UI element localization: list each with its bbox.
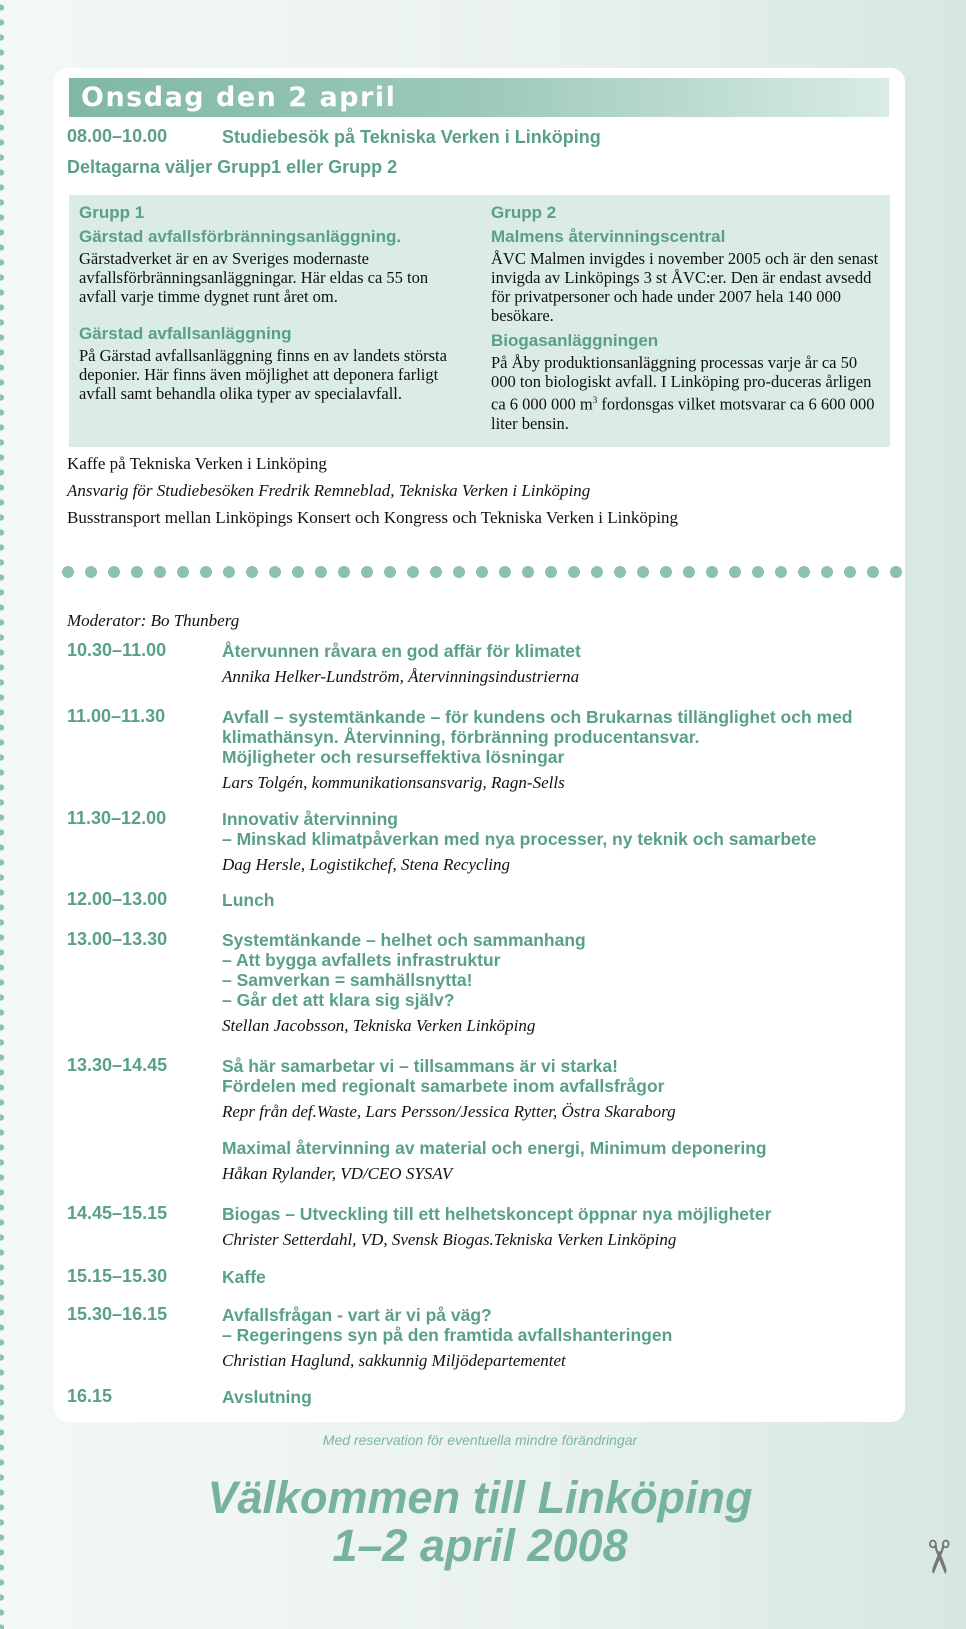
session-title: Systemtänkande – helhet och sammanhang xyxy=(222,930,586,950)
divider-dot xyxy=(407,566,419,578)
session-speaker: Stellan Jacobsson, Tekniska Verken Linköping xyxy=(222,1016,536,1035)
divider-dot xyxy=(729,566,741,578)
divider-dot xyxy=(154,566,166,578)
divider-dot xyxy=(384,566,396,578)
session-title: – Samverkan = samhällsnytta! xyxy=(222,970,473,990)
session-time: 14.45–15.15 xyxy=(67,1203,168,1223)
responsible-note: Ansvarig för Studiebesöken Fredrik Remneblad, Tekniska Verken i Linköping xyxy=(67,481,591,500)
divider-dot xyxy=(637,566,649,578)
session-title: Innovativ återvinning xyxy=(222,809,398,829)
divider-dot xyxy=(775,566,787,578)
session-time: 11.00–11.30 xyxy=(67,706,166,726)
session xyxy=(222,930,892,1036)
divider-dot xyxy=(660,566,672,578)
session xyxy=(222,641,892,687)
dot-divider xyxy=(62,566,902,580)
divider-dot xyxy=(614,566,626,578)
visit-time: 08.00–10.00 xyxy=(67,126,168,146)
divider-dot xyxy=(890,566,902,578)
scissors-icon: ✂ xyxy=(911,1537,966,1577)
session xyxy=(222,809,892,875)
moderator: Moderator: Bo Thunberg xyxy=(67,611,240,630)
reservation-note: Med reservation för eventuella mindre förändringar xyxy=(322,1432,638,1448)
divider-dot xyxy=(499,566,511,578)
session-title: Kaffe xyxy=(222,1267,266,1287)
session-speaker: Repr från def.Waste, Lars Persson/Jessica Rytter, Östra Skaraborg xyxy=(222,1102,676,1121)
group1-site1-title: Gärstad avfallsförbränningsanläggning. xyxy=(79,227,402,246)
coffee-note: Kaffe på Tekniska Verken i Linköping xyxy=(67,454,327,473)
divider-dot xyxy=(867,566,879,578)
session xyxy=(222,1305,892,1371)
session-speaker: Håkan Rylander, VD/CEO SYSAV xyxy=(222,1164,453,1183)
divider-dot xyxy=(108,566,120,578)
session-title: Lunch xyxy=(222,890,275,910)
group1-site2-title: Gärstad avfallsanläggning xyxy=(79,324,292,343)
divider-dot xyxy=(706,566,718,578)
group2-site2-title: Biogasanläggningen xyxy=(491,331,659,350)
session-title: – Minskad klimatpåverkan med nya processer, ny teknik och samarbete xyxy=(222,829,817,849)
welcome-heading xyxy=(0,1474,960,1570)
session-speaker: Christer Setterdahl, VD, Svensk Biogas.Tekniska Verken Linköping xyxy=(222,1230,677,1249)
session-speaker: Dag Hersle, Logistikchef, Stena Recycling xyxy=(222,855,510,874)
divider-dot xyxy=(246,566,258,578)
session-title: – Regeringens syn på den framtida avfallshanteringen xyxy=(222,1325,673,1345)
divider-dot xyxy=(223,566,235,578)
session-title: Återvunnen råvara en god affär för klimatet xyxy=(222,641,581,661)
divider-dot xyxy=(683,566,695,578)
divider-dot xyxy=(568,566,580,578)
divider-dot xyxy=(292,566,304,578)
session-title: Biogas – Utveckling till ett helhetskoncept öppnar nya möjligheter xyxy=(222,1204,772,1224)
session-title: Maximal återvinning av material och energi, Minimum deponering xyxy=(222,1138,767,1158)
session-title: – Går det att klara sig själv? xyxy=(222,990,455,1010)
divider-dot xyxy=(131,566,143,578)
session xyxy=(222,890,892,910)
session-time: 11.30–12.00 xyxy=(67,808,167,828)
group2-site2-text: På Åby produktionsanläggning processas varje år ca 50 000 ton biologiskt avfall. I Linköping pro-duceras årligen ca 6 000 000 $m^3$ fordonsgas vilket motsvarar ca 6 600 000 liter bensin. xyxy=(491,353,875,433)
divider-dot xyxy=(453,566,465,578)
session xyxy=(222,707,892,793)
group2-site1-title: Malmens återvinningscentral xyxy=(491,227,726,246)
session-time: 13.00–13.30 xyxy=(67,929,168,949)
session-time: 15.30–16.15 xyxy=(67,1304,168,1324)
divider-dot xyxy=(545,566,557,578)
divider-dot xyxy=(798,566,810,578)
session-title: Så här samarbetar vi – tillsammans är vi starka! xyxy=(222,1056,618,1076)
divider-dot xyxy=(844,566,856,578)
session-title: – Att bygga avfallets infrastruktur xyxy=(222,950,501,970)
divider-dot xyxy=(752,566,764,578)
divider-dot xyxy=(315,566,327,578)
session-time: 16.15 xyxy=(67,1386,113,1406)
divider-dot xyxy=(200,566,212,578)
divider-dot xyxy=(85,566,97,578)
divider-dot xyxy=(177,566,189,578)
divider-dot xyxy=(361,566,373,578)
group1-column xyxy=(79,201,451,403)
session-title: Fördelen med regionalt samarbete inom avfallsfrågor xyxy=(222,1076,665,1096)
group2-label: Grupp 2 xyxy=(491,203,557,222)
session-title: Avfallsfrågan - vart är vi på väg? xyxy=(222,1305,492,1325)
divider-dot xyxy=(821,566,833,578)
session xyxy=(222,1387,892,1407)
perforation-edge xyxy=(0,0,5,1629)
group-choice: Deltagarna väljer Grupp1 eller Grupp 2 xyxy=(67,157,398,177)
divider-dot xyxy=(476,566,488,578)
session-time: 15.15–15.30 xyxy=(67,1266,168,1286)
divider-dot xyxy=(522,566,534,578)
session-title: Möjligheter och resurseffektiva lösningar xyxy=(222,747,565,767)
session-time: 13.30–14.45 xyxy=(67,1055,168,1075)
divider-dot xyxy=(591,566,603,578)
session xyxy=(222,1267,892,1287)
group1-label: Grupp 1 xyxy=(79,203,145,222)
group2-site1-text: ÅVC Malmen invigdes i november 2005 och är den senast invigda av Linköpings 3 st ÅVC:er. Den är endast avsedd för privatpersoner och hade under 2007 hela 140 000 besökare. xyxy=(491,249,879,325)
divider-dot xyxy=(62,566,74,578)
program-card xyxy=(54,68,905,1422)
session xyxy=(222,1056,892,1184)
session-time: 12.00–13.00 xyxy=(67,889,168,909)
visit-title: Studiebesök på Tekniska Verken i Linköping xyxy=(222,127,601,147)
divider-dot xyxy=(269,566,281,578)
divider-dot xyxy=(338,566,350,578)
session-speaker: Christian Haglund, sakkunnig Miljödepartementet xyxy=(222,1351,566,1370)
welcome-line-1: Välkommen till Linköping xyxy=(207,1472,753,1523)
session xyxy=(222,1204,892,1250)
session-title: Avslutning xyxy=(222,1387,312,1407)
group1-site2-text: På Gärstad avfallsanläggning finns en av landets största deponier. Här finns även möjlighet att deponera farligt avfall samt behandla olika typer av specialavfall. xyxy=(79,346,447,403)
group2-column xyxy=(491,201,881,433)
session-speaker: Annika Helker-Lundström, Återvinningsindustrierna xyxy=(222,667,580,686)
divider-dot xyxy=(430,566,442,578)
bus-note: Busstransport mellan Linköpings Konsert och Kongress och Tekniska Verken i Linköping xyxy=(67,508,679,527)
day-header: Onsdag den 2 april xyxy=(69,78,889,117)
session-speaker: Lars Tolgén, kommunikationsansvarig, Ragn-Sells xyxy=(222,773,565,792)
welcome-line-2: 1–2 april 2008 xyxy=(332,1520,628,1571)
groups-panel xyxy=(69,195,890,447)
group1-site1-text: Gärstadverket är en av Sveriges modernaste avfallsförbränningsanläggningar. Här eldas ca 55 ton avfall varje timme dygnet runt året om. xyxy=(79,249,429,306)
session-title: Avfall – systemtänkande – för kundens och Brukarnas tillänglighet och med klimathänsyn. Återvinning, förbränning producentansvar. xyxy=(222,707,853,747)
session-time: 10.30–11.00 xyxy=(67,640,167,660)
